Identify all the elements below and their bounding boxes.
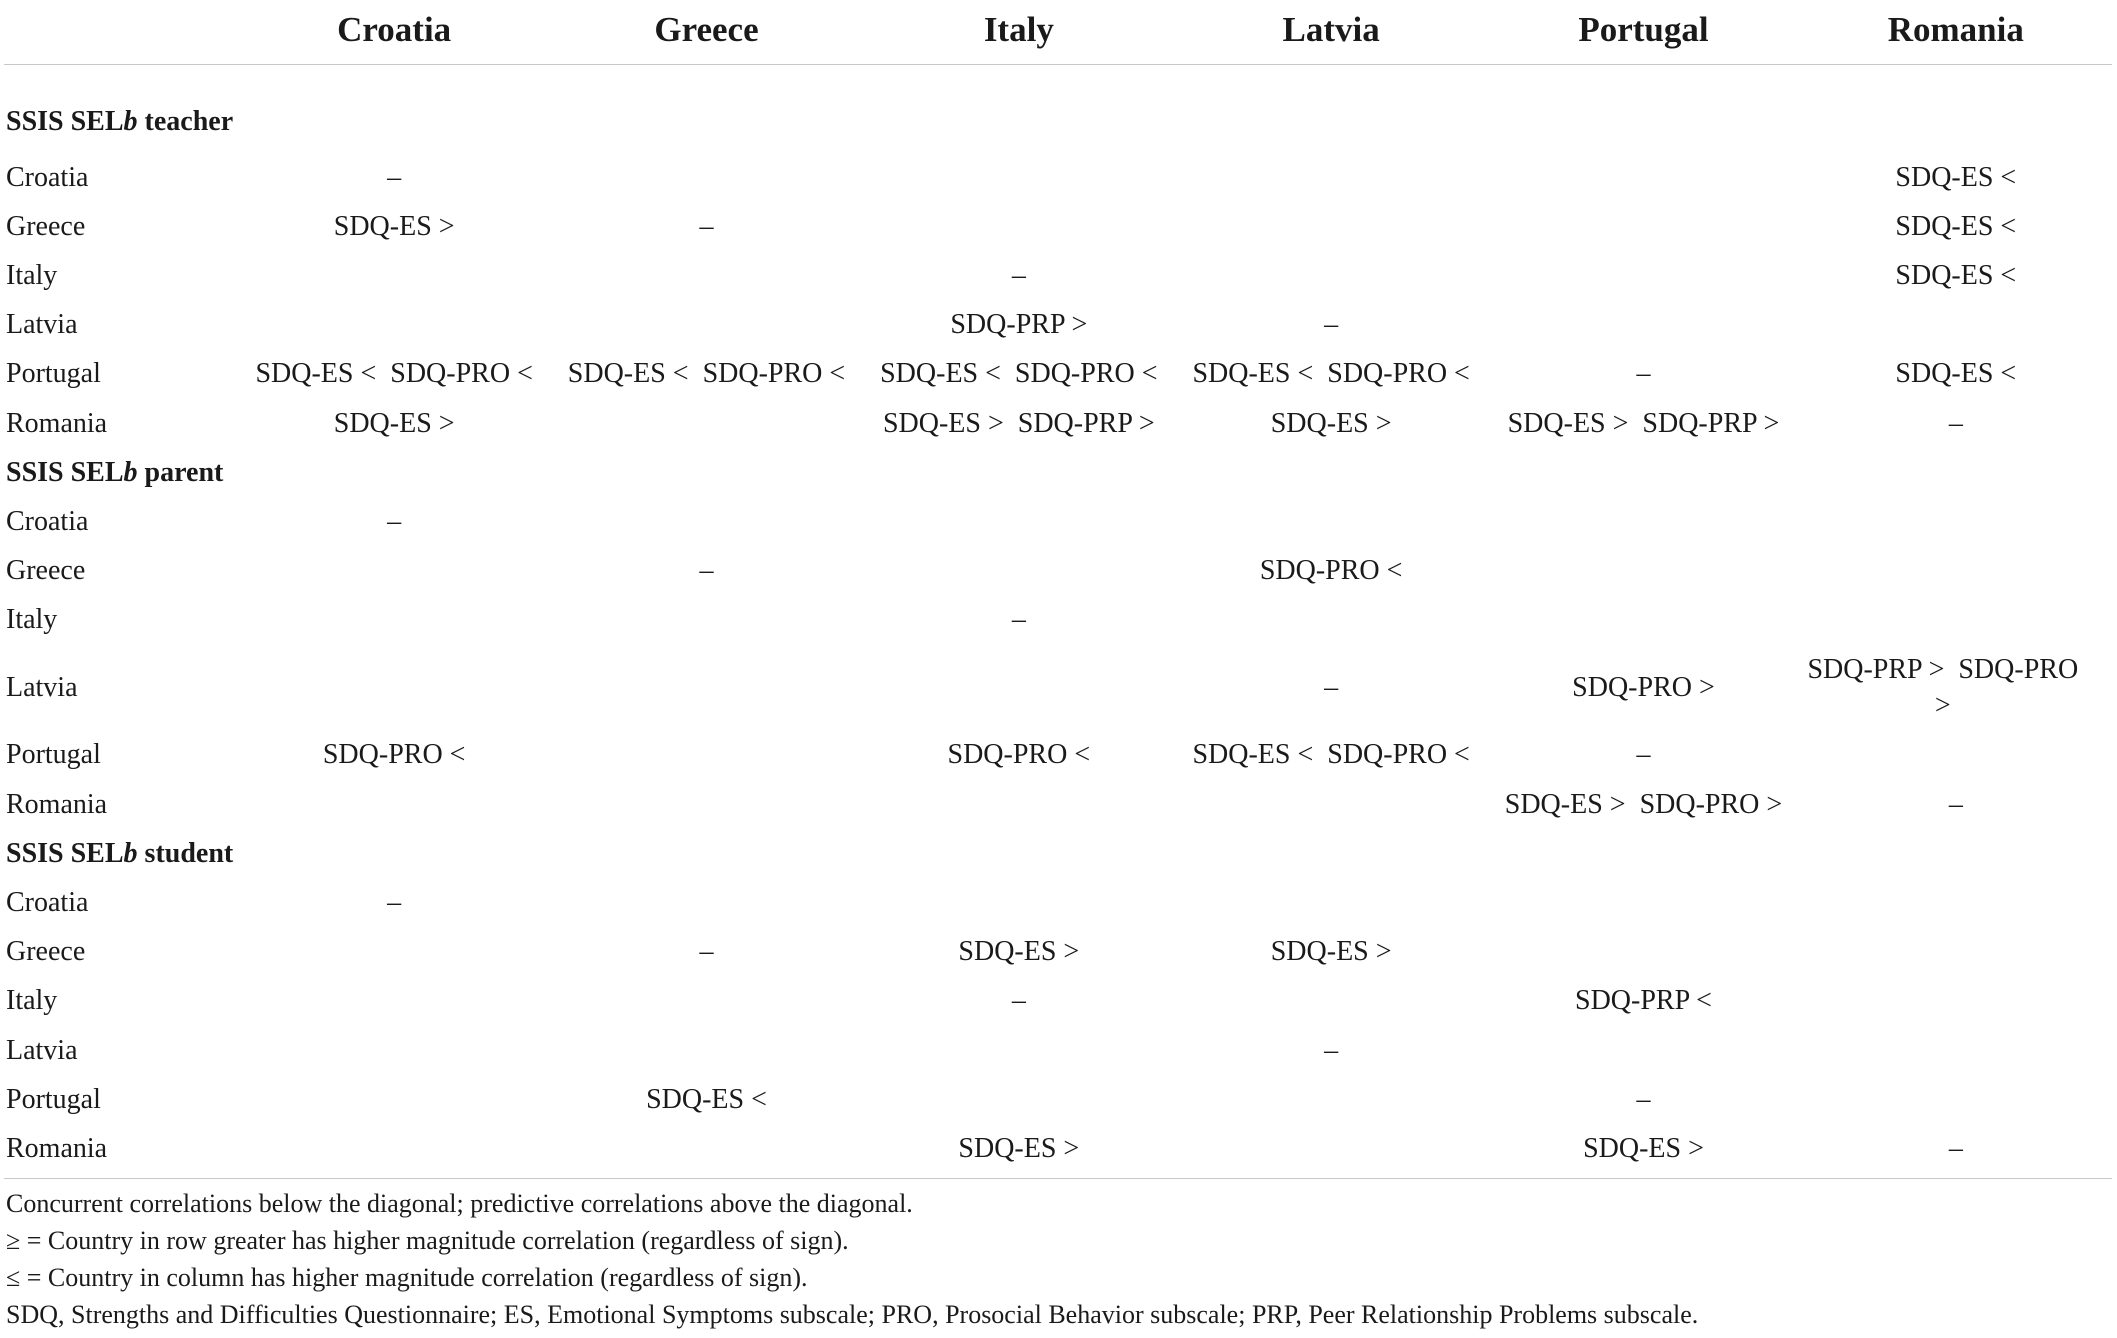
table-cell	[550, 301, 862, 350]
table-cell	[1487, 878, 1799, 927]
section-title-prefix: SSIS SEL	[6, 456, 124, 488]
table-cell	[550, 399, 862, 448]
table-cell	[238, 928, 550, 977]
table-cell: –	[699, 555, 714, 587]
table-cell: –	[1324, 671, 1339, 703]
table-cell	[1175, 596, 1487, 645]
table-row	[4, 878, 2112, 927]
table-cell	[1175, 497, 1487, 546]
table-cell	[1800, 1075, 2112, 1124]
section-title-prefix: SSIS SEL	[6, 837, 124, 869]
table-row	[4, 153, 2112, 202]
column-header: Latvia	[1175, 0, 1487, 65]
table-cell: –	[387, 887, 402, 919]
table-cell	[1487, 497, 1799, 546]
table-cell	[238, 780, 550, 829]
table-cell: SDQ-PRO <	[947, 739, 1091, 771]
table-cell: SDQ-ES < SDQ-PRO <	[255, 358, 533, 390]
table-cell	[1800, 928, 2112, 977]
table-cell	[238, 301, 550, 350]
table-cell	[863, 547, 1175, 596]
table-row	[4, 301, 2112, 350]
footnote: SDQ, Strengths and Difficulties Questionnaire; ES, Emotional Symptoms subscale; PRO, Prosocial Behavior subscale; PRP, Peer Relationship Problems subscale.	[6, 1300, 1699, 1329]
table-cell	[1487, 251, 1799, 300]
table-cell: SDQ-ES >	[863, 1124, 1175, 1178]
table-cell	[1800, 547, 2112, 596]
column-header: Romania	[1800, 0, 2112, 65]
column-header: Portugal	[1487, 0, 1799, 65]
footnote: ≤ = Country in column has higher magnitude correlation (regardless of sign).	[6, 1263, 808, 1292]
table-cell	[1175, 1075, 1487, 1124]
table-cell: SDQ-ES >	[958, 936, 1080, 968]
table-cell: –	[1800, 1124, 2112, 1178]
table-cell	[1800, 878, 2112, 927]
table-row	[4, 1075, 2112, 1124]
table-cell	[550, 731, 862, 780]
table-cell	[550, 645, 862, 731]
table-cell: SDQ-PRP >	[950, 309, 1088, 341]
table-cell: SDQ-PRO <	[1259, 555, 1403, 587]
table-cell	[1800, 1026, 2112, 1075]
table-cell	[1487, 928, 1799, 977]
row-label: Latvia	[6, 671, 78, 703]
table-cell	[1487, 547, 1799, 596]
table-cell	[550, 251, 862, 300]
table-footnotes	[6, 1185, 1698, 1333]
row-label: Croatia	[6, 887, 89, 919]
table-cell: –	[699, 936, 714, 968]
table-cell	[238, 1075, 550, 1124]
footnote: Concurrent correlations below the diagonal; predictive correlations above the diagonal.	[6, 1189, 913, 1218]
row-label: Greece	[6, 210, 86, 242]
table-cell	[238, 977, 550, 1026]
table-cell: –	[1011, 604, 1026, 636]
row-label: Romania	[4, 1124, 238, 1178]
correlation-comparison-table	[4, 0, 2112, 1179]
row-label: Portugal	[6, 1083, 101, 1115]
table-row	[4, 547, 2112, 596]
table-cell	[238, 1026, 550, 1075]
table-cell	[1800, 301, 2112, 350]
table-row	[4, 1124, 2112, 1178]
section-title-italic: b	[123, 106, 138, 137]
table-cell: –	[1011, 985, 1026, 1017]
table-cell	[863, 153, 1175, 202]
table-cell	[550, 1026, 862, 1075]
table-cell	[238, 596, 550, 645]
table-cell: SDQ-ES <	[1895, 161, 2017, 193]
table-cell: –	[387, 505, 402, 537]
table-cell	[1175, 1124, 1487, 1178]
table-cell	[550, 780, 862, 829]
table-cell	[1175, 780, 1487, 829]
table-cell	[863, 878, 1175, 927]
table-cell	[1175, 153, 1487, 202]
table-cell: SDQ-ES >	[1270, 407, 1392, 439]
table-cell	[1175, 878, 1487, 927]
table-cell	[863, 1026, 1175, 1075]
table-cell: –	[1324, 309, 1339, 341]
table-cell	[1487, 153, 1799, 202]
row-label: Greece	[6, 555, 86, 587]
table-cell: –	[1636, 358, 1651, 390]
table-cell: –	[1324, 1034, 1339, 1066]
table-cell	[550, 153, 862, 202]
table-cell: –	[1636, 739, 1651, 771]
section-title-suffix: parent	[137, 456, 224, 488]
row-label: Portugal	[6, 739, 101, 771]
table-cell: SDQ-PRP <	[1575, 985, 1712, 1017]
table-cell: SDQ-ES >	[333, 210, 455, 242]
table-cell	[1487, 202, 1799, 251]
table-cell: –	[1948, 788, 1963, 820]
table-cell: SDQ-ES > SDQ-PRP >	[1507, 407, 1780, 439]
table-cell: SDQ-PRO <	[322, 739, 466, 771]
section-title-suffix: student	[137, 837, 234, 869]
table-cell: SDQ-ES < SDQ-PRO <	[1192, 358, 1470, 390]
table-cell	[863, 202, 1175, 251]
table-cell: SDQ-ES <	[1895, 259, 2017, 291]
table-cell	[1175, 251, 1487, 300]
table-cell: SDQ-ES > SDQ-PRO >	[1504, 788, 1783, 820]
table-row	[4, 731, 2112, 780]
table-body	[4, 65, 2112, 1179]
row-label: Latvia	[6, 1034, 78, 1066]
table-row	[4, 202, 2112, 251]
table-cell	[1800, 977, 2112, 1026]
section-header-row	[4, 829, 2112, 878]
row-label: Greece	[6, 936, 86, 968]
table-cell: SDQ-PRO >	[1572, 671, 1715, 703]
table-cell	[550, 497, 862, 546]
table-cell	[1487, 301, 1799, 350]
table-cell: –	[699, 210, 714, 242]
column-header: Croatia	[238, 0, 550, 65]
header-corner	[4, 0, 238, 65]
table-cell	[863, 1075, 1175, 1124]
table-cell	[1800, 497, 2112, 546]
section-header-row	[4, 448, 2112, 497]
table-cell	[238, 645, 550, 731]
header-row	[4, 0, 2112, 65]
table-cell	[550, 878, 862, 927]
table-row	[4, 350, 2112, 399]
table-row	[4, 596, 2112, 645]
row-label: Romania	[6, 788, 108, 820]
table-cell	[863, 780, 1175, 829]
table-cell	[1800, 596, 2112, 645]
section-title-suffix: teacher	[137, 106, 234, 137]
table-cell	[238, 251, 550, 300]
table-cell	[550, 977, 862, 1026]
table-cell: –	[1011, 259, 1026, 291]
table-row	[4, 1026, 2112, 1075]
row-label: Italy	[6, 259, 58, 291]
section-title-italic: b	[123, 837, 138, 869]
column-header: Greece	[550, 0, 862, 65]
table-row	[4, 251, 2112, 300]
section-title	[4, 448, 2112, 497]
table-cell	[1175, 977, 1487, 1026]
table-cell	[1487, 596, 1799, 645]
table-cell: –	[387, 161, 402, 193]
table-cell	[1800, 731, 2112, 780]
table-cell	[550, 1124, 862, 1178]
table-row	[4, 780, 2112, 829]
table-cell: SDQ-PRP > SDQ-PRO >	[1807, 653, 2086, 721]
table-row	[4, 977, 2112, 1026]
table-cell	[863, 497, 1175, 546]
table-cell	[863, 645, 1175, 731]
row-label: Italy	[6, 604, 58, 636]
table-row	[4, 399, 2112, 448]
table-cell: –	[1636, 1083, 1651, 1115]
table-cell: SDQ-ES >	[333, 407, 455, 439]
table-row	[4, 928, 2112, 977]
table-cell: SDQ-ES >	[1270, 936, 1392, 968]
table-cell: SDQ-ES <	[646, 1083, 767, 1115]
table-cell: SDQ-ES <	[1895, 358, 2017, 390]
row-label: Portugal	[6, 358, 101, 390]
section-title-italic: b	[123, 456, 138, 488]
table-cell	[1175, 202, 1487, 251]
section-title	[4, 65, 2112, 154]
table-cell: SDQ-ES < SDQ-PRO <	[880, 358, 1158, 390]
row-label: Latvia	[6, 309, 78, 341]
column-header: Italy	[863, 0, 1175, 65]
table-cell: SDQ-ES >	[1487, 1124, 1799, 1178]
row-label: Croatia	[6, 505, 89, 537]
table-cell	[550, 596, 862, 645]
table-cell: –	[1948, 407, 1963, 439]
table-cell	[238, 1124, 550, 1178]
row-label: Croatia	[6, 161, 89, 193]
table-cell: SDQ-ES < SDQ-PRO <	[1192, 739, 1470, 771]
footnote: ≥ = Country in row greater has higher magnitude correlation (regardless of sign).	[6, 1226, 849, 1255]
table-cell: SDQ-ES < SDQ-PRO <	[567, 358, 846, 390]
table-cell	[238, 547, 550, 596]
table-row	[4, 497, 2112, 546]
table-row	[4, 645, 2112, 731]
section-title	[4, 829, 2112, 878]
table-cell	[1487, 1026, 1799, 1075]
section-header-row	[4, 65, 2112, 154]
table-cell: SDQ-ES > SDQ-PRP >	[882, 407, 1155, 439]
row-label: Romania	[6, 407, 108, 439]
section-title-prefix: SSIS SEL	[6, 106, 124, 137]
table-cell: SDQ-ES <	[1895, 210, 2017, 242]
row-label: Italy	[6, 985, 58, 1017]
